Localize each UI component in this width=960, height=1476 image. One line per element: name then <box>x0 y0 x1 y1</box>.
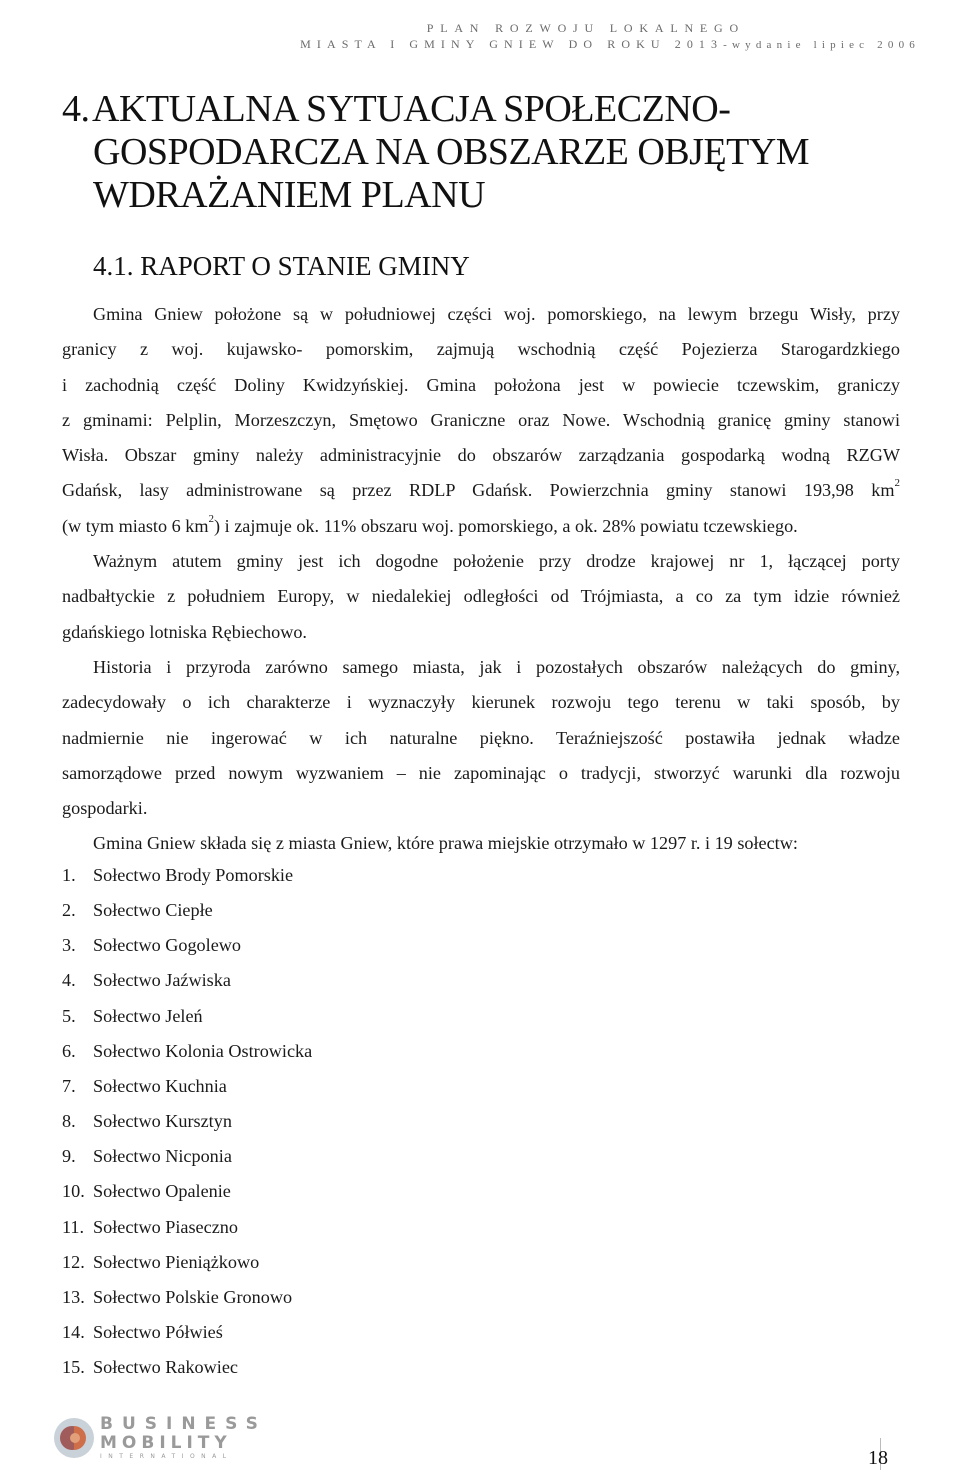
business-mobility-logo <box>52 1412 267 1464</box>
running-header-line-1: PLAN ROZWOJU LOKALNEGO <box>426 21 745 35</box>
text-line: nadmiernie nie ingerować w ich naturalne piękno. Teraźniejszość postawiła jednak władze <box>62 727 900 748</box>
list-item <box>62 1315 312 1350</box>
text-line: Gmina Gniew położone są w południowej części woj. pomorskiego, na lewym brzegu Wisły, przy <box>93 304 900 324</box>
text-line: Gmina Gniew składa się z miasta Gniew, które prawa miejskie otrzymało w 1297 r. i 19 sołectw: <box>93 833 798 854</box>
list-item <box>62 1034 312 1069</box>
body-text-block <box>62 297 900 862</box>
list-item <box>62 1245 312 1280</box>
paragraph-advantages <box>62 544 900 650</box>
text-line: samorządowe przed nowym wyzwaniem – nie zapominając o tradycji, stworzyć warunki dla rozwoju <box>62 762 900 783</box>
list-text: Sołectwo Kuchnia <box>93 1075 227 1096</box>
list-item <box>62 1174 312 1209</box>
text-line: zadecydowały o ich charakterze i wyznaczyły kierunek rozwoju tego terenu w taki sposób, by <box>62 692 900 713</box>
list-text: Sołectwo Jeleń <box>93 1005 203 1026</box>
running-header <box>160 20 920 53</box>
logo-word-mobility: MOBILITY <box>100 1433 232 1453</box>
list-text: Sołectwo Nicponia <box>93 1146 232 1167</box>
text-line <box>62 473 900 508</box>
text-fragment: ) i zajmuje ok. 11% obszaru woj. pomorskiego, a ok. 28% powiatu tczewskiego. <box>214 515 798 536</box>
logo-word-business: BUSINESS <box>100 1414 267 1434</box>
chapter-heading-line-3: WDRAŻANIEM PLANU <box>93 174 486 216</box>
list-number: 14. <box>62 1322 85 1343</box>
text-fragment: Gdańsk, lasy administrowane są przez RDLP Gdańsk. Powierzchnia gminy stanowi 193,98 km <box>62 480 895 501</box>
superscript: 2 <box>894 477 900 490</box>
list-text: Sołectwo Półwieś <box>93 1322 223 1343</box>
text-line: gospodarki. <box>62 798 148 819</box>
list-text: Sołectwo Kursztyn <box>93 1111 232 1132</box>
text-fragment: (w tym miasto 6 km <box>62 515 209 536</box>
logo-word-international: INTERNATIONAL <box>100 1453 233 1460</box>
chapter-number: 4. <box>62 88 90 130</box>
running-header-line-2 <box>160 36 920 53</box>
logo-wordmark <box>100 1414 267 1461</box>
text-line: i zachodnią część Doliny Kwidzyńskiej. Gmina położona jest w powiecie tczewskim, graniczy <box>62 374 900 395</box>
list-item <box>62 963 312 998</box>
list-number: 3. <box>62 935 76 956</box>
list-item <box>62 999 312 1034</box>
list-number: 9. <box>62 1146 76 1167</box>
list-text: Sołectwo Rakowiec <box>93 1357 238 1378</box>
paragraph-history <box>62 650 900 826</box>
chapter-heading-line-2: GOSPODARCZA NA OBSZARZE OBJĘTYM <box>93 131 810 173</box>
list-number: 1. <box>62 865 76 885</box>
text-line: Ważnym atutem gminy jest ich dogodne położenie przy drodze krajowej nr 1, łączącej porty <box>93 551 900 572</box>
list-text: Sołectwo Brody Pomorskie <box>93 865 294 885</box>
list-item <box>62 1139 312 1174</box>
chapter-heading <box>62 88 902 217</box>
list-item <box>62 1069 312 1104</box>
page-number: 18 <box>868 1447 888 1469</box>
list-text: Sołectwo Kolonia Ostrowicka <box>93 1040 313 1061</box>
list-item <box>62 893 312 928</box>
paragraph-location <box>62 297 900 544</box>
list-text: Sołectwo Gogolewo <box>93 935 242 956</box>
list-number: 6. <box>62 1040 76 1061</box>
chapter-title-part-1: AKTUALNA SYTUACJA SPOŁECZNO- <box>92 88 731 130</box>
list-number: 5. <box>62 1005 76 1026</box>
list-text: Sołectwo Opalenie <box>93 1181 231 1202</box>
section-heading: 4.1. RAPORT O STANIE GMINY <box>93 251 470 281</box>
running-header-edition: -wydanie lipiec 2006 <box>723 39 920 51</box>
list-number: 11. <box>62 1216 85 1237</box>
list-number: 7. <box>62 1075 76 1096</box>
list-item <box>62 1104 312 1139</box>
solectwa-list <box>62 858 312 1385</box>
text-line: gdańskiego lotniska Rębiechowo. <box>62 621 307 642</box>
chapter-heading-line-1 <box>62 88 902 131</box>
list-text: Sołectwo Pieniążkowo <box>93 1251 260 1272</box>
list-item <box>62 928 312 963</box>
logo-mark-icon <box>52 1416 96 1460</box>
list-text: Sołectwo Piaseczno <box>93 1216 238 1237</box>
list-text: Sołectwo Jaźwiska <box>93 970 231 991</box>
list-item <box>62 1280 312 1315</box>
text-line: z gminami: Pelplin, Morzeszczyn, Smętowo Graniczne oraz Nowe. Wschodnią granicę gminy stanowi <box>62 409 900 430</box>
list-number: 15. <box>62 1357 85 1378</box>
list-item <box>62 1350 312 1385</box>
list-number: 12. <box>62 1251 85 1272</box>
text-line: granicy z woj. kujawsko- pomorskim, zajmują wschodnią część Pojezierza Starogardzkiego <box>62 339 900 360</box>
running-header-line-2-main: MIASTA I GMINY GNIEW DO ROKU 2013 <box>300 37 724 51</box>
list-number: 10. <box>62 1181 85 1202</box>
list-text: Sołectwo Polskie Gronowo <box>93 1286 293 1307</box>
text-line <box>62 509 900 544</box>
list-number: 13. <box>62 1286 85 1307</box>
list-text: Sołectwo Ciepłe <box>93 900 213 921</box>
list-number: 8. <box>62 1111 76 1132</box>
text-line: Wisła. Obszar gminy należy administracyjnie do obszarów zarządzania gospodarką wodną RZGW <box>62 445 900 466</box>
text-line: Historia i przyroda zarówno samego miasta, jak i pozostałych obszarów należących do gminy, <box>93 656 900 677</box>
superscript: 2 <box>208 512 215 525</box>
paragraph-composition <box>62 826 900 861</box>
list-item <box>62 858 312 893</box>
list-number: 4. <box>62 970 76 991</box>
list-item <box>62 1210 312 1245</box>
list-number: 2. <box>62 900 76 921</box>
text-line: nadbałtyckie z południem Europy, w niedalekiej odległości od Trójmiasta, a co za tym idzie również <box>62 586 900 607</box>
